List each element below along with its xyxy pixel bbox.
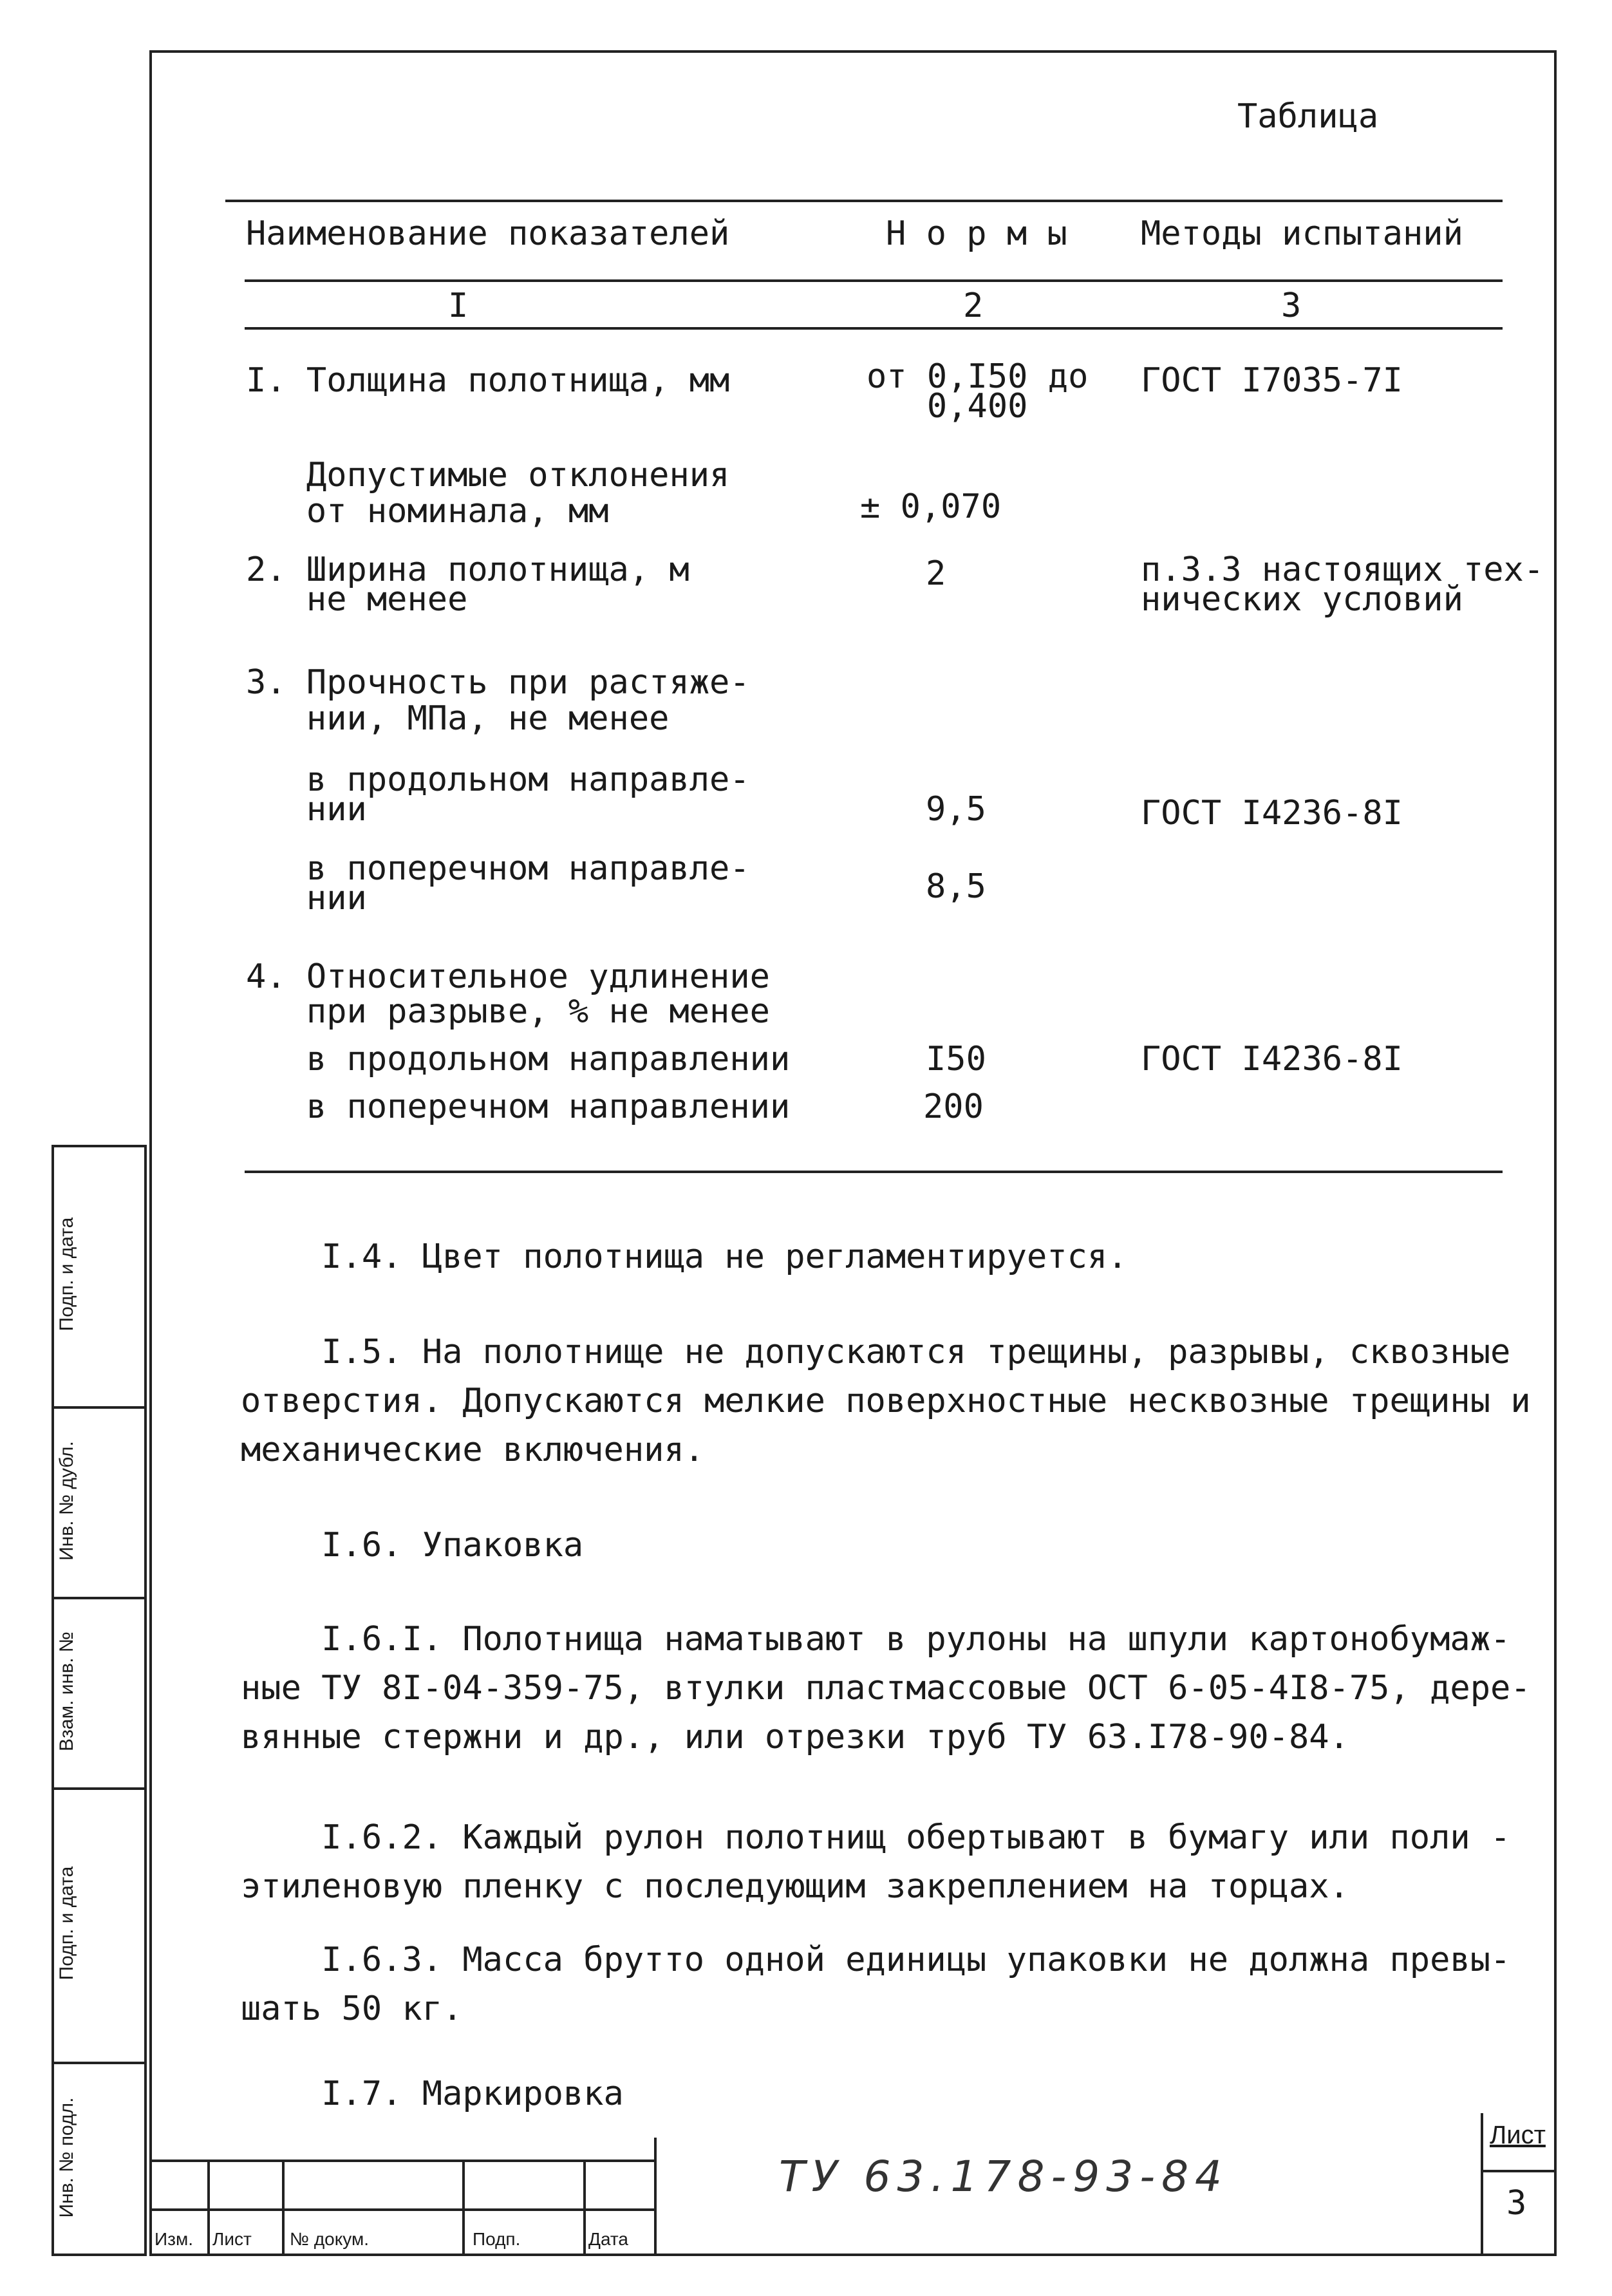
sidebar-cell-4 [52, 1787, 147, 2064]
row-2-norm: ± 0,070 [860, 487, 1002, 526]
row-9-name: в поперечном направлении [246, 1087, 791, 1126]
row-8-name: в продольном направлении [246, 1040, 791, 1078]
paragraph-1-6: I.6. Упаковка [241, 1526, 584, 1565]
stamp-divider-5 [654, 2138, 657, 2256]
row-7-name: 4. Относительное удлинение при разрыве, % не менее [246, 957, 770, 1031]
row-2-name: Допустимые отклонения от номинала, мм [306, 456, 730, 531]
col-number-rule [245, 327, 1503, 330]
stamp-label-doc: № докум. [290, 2229, 370, 2249]
row-5-method: ГОСТ I4236-8I [1141, 794, 1403, 833]
row-5-name: в продольном направле- нии [306, 760, 750, 829]
row-6-norm: 8,5 [926, 867, 986, 906]
table-bottom-rule [245, 1171, 1503, 1173]
sheet-box-left [1481, 2113, 1483, 2256]
stamp-mid-rule [149, 2208, 655, 2211]
row-3-norm: 2 [926, 554, 946, 593]
sheet-box-mid [1481, 2170, 1557, 2172]
sheet-label: Лист [1490, 2121, 1546, 2149]
row-8-norm: I50 [926, 1040, 986, 1078]
sidebar-label-4: Подп. и дата [56, 1866, 77, 1981]
row-5-norm: 9,5 [926, 790, 986, 829]
col-number-1: I [448, 287, 469, 325]
row-4-name: 3. Прочность при растяже- нии, МПа, не менее [246, 663, 750, 738]
stamp-top-rule [149, 2160, 655, 2162]
sidebar-cell-3 [52, 1597, 147, 1790]
document-code: ТУ 63.178-93-84 [779, 2152, 1229, 2201]
stamp-label-date: Дата [588, 2229, 629, 2249]
stamp-bottom-rule [149, 2254, 1557, 2256]
sidebar-cell-1 [52, 1145, 147, 1409]
sidebar-cell-2 [52, 1406, 147, 1599]
header-norms: Н о р м ы [886, 214, 1067, 253]
row-8-method: ГОСТ I4236-8I [1141, 1040, 1403, 1078]
stamp-label-change: Изм. [155, 2229, 193, 2249]
sidebar-label-1: Подп. и дата [56, 1217, 77, 1331]
sidebar-label-2: Инв. № дубл. [56, 1441, 77, 1561]
paragraph-1-6-1: I.6.I. Полотнища наматывают в рулоны на шпули картонобумаж- ные ТУ 8I-04-359-75, втулки пластмассовые ОСТ 6-05-4I8-75, дере- вянные стержни и др., или отрезки труб ТУ 63.I78-90-84. [241, 1620, 1531, 1756]
row-1-name: I. Толщина полотнища, мм [246, 361, 730, 400]
table-header-rule [245, 279, 1503, 282]
col-number-2: 2 [963, 287, 984, 325]
row-1-method: ГОСТ I7035-7I [1141, 361, 1403, 400]
paragraph-1-7: I.7. Маркировка [241, 2075, 624, 2113]
paragraph-1-4: I.4. Цвет полотнища не регламентируется. [241, 1237, 1128, 1276]
table-caption: Таблица [1237, 97, 1379, 136]
table-top-rule [225, 200, 1503, 202]
row-3-name: 2. Ширина полотнища, м не менее [246, 550, 689, 619]
stamp-divider-3 [462, 2160, 465, 2256]
stamp-label-sign: Подп. [473, 2229, 521, 2249]
paragraph-1-6-2: I.6.2. Каждый рулон полотнищ обертывают в бумагу или поли - этиленовую пленку с последующим закреплением на торцах. [241, 1818, 1511, 1906]
sidebar-cell-5 [52, 2062, 147, 2256]
row-3-method: п.3.3 настоящих тех- нических условий [1141, 550, 1544, 619]
row-6-name: в поперечном направле- нии [306, 849, 750, 917]
paragraph-1-6-3: I.6.3. Масса брутто одной единицы упаковки не должна превы- шать 50 кг. [241, 1941, 1511, 2028]
stamp-divider-2 [282, 2160, 285, 2256]
stamp-divider-4 [583, 2160, 586, 2256]
paragraph-1-5: I.5. На полотнище не допускаются трещины, разрывы, сквозные отверстия. Допускаются мелкие поверхностные несквозные трещины и механические включения. [241, 1333, 1531, 1469]
header-methods: Методы испытаний [1141, 214, 1463, 253]
sidebar-label-3: Взам. инв. № [56, 1632, 77, 1751]
header-indicator: Наименование показателей [246, 214, 730, 253]
sheet-number: 3 [1506, 2184, 1527, 2223]
col-number-3: 3 [1281, 287, 1302, 325]
stamp-divider-1 [207, 2160, 210, 2256]
stamp-label-sheet: Лист [212, 2229, 252, 2249]
row-1-norm: от 0,I50 до 0,400 [867, 357, 1089, 426]
sidebar-label-5: Инв. № подл. [56, 2097, 77, 2218]
row-9-norm: 200 [923, 1087, 984, 1126]
